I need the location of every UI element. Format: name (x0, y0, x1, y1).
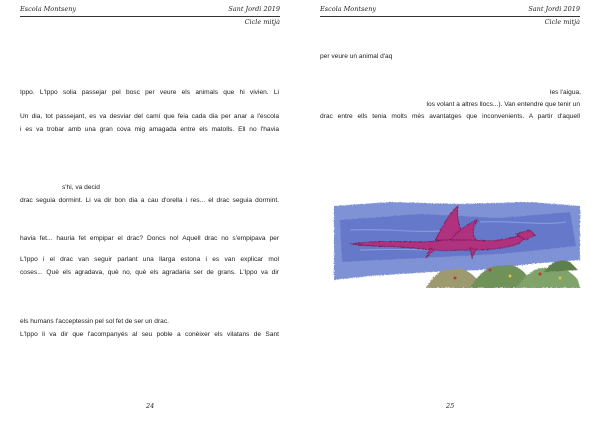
text-line: havia fet... hauria fet empipar el drac? Doncs no! Aquell drac no s'empipava per (20, 235, 279, 242)
page-number: 24 (146, 402, 155, 410)
text-line: els humans l'acceptessin pel sol fet de ser un drac. (20, 318, 169, 325)
header-school: Escola Montseny (320, 5, 377, 13)
header-cycle: Cicle mitjà (244, 18, 280, 26)
text-line: per veure un animal d'aq (320, 53, 393, 60)
page-number: 25 (446, 402, 455, 410)
text-line: les l'aigua, (550, 89, 581, 96)
text-line: Ippo. L'Ippo solia passejar pel bosc per veure els animals que hi vivien. Li (20, 89, 279, 96)
text-line: drac entre ells tenia molts més avantatges que inconvenients. A partir d'aquell (320, 113, 580, 120)
text-line: coses... Què els agradava, què no, què els agradaria ser de grans. L'Ippo va dir (20, 269, 279, 276)
header-event: Sant Jordi 2019 (228, 5, 280, 13)
text-line: L'Ippo i el drac van seguir parlant una llarga estona i es van explicar mol (20, 256, 279, 263)
text-line: i es va trobar amb una gran cova mig amagada entre els matolls. Ell no l'havia (20, 126, 279, 133)
text-line: drac seguia dormint. Li va dir bon dia a cau d'orella i res... el drac seguia dormint. (20, 197, 279, 204)
header-rule (20, 16, 280, 17)
text-line: s'hi, va decid (62, 184, 100, 191)
text-line: Un dia, tot passejant, es va desviar del camí que feia cada dia per anar a l'escola (20, 113, 279, 120)
header-event: Sant Jordi 2019 (528, 5, 580, 13)
header-cycle: Cicle mitjà (544, 18, 580, 26)
text-line: L'Ippo li va dir que l'acompanyés al seu poble a conèixer els vilatans de Sant (20, 331, 279, 338)
text-line: los volant a altres llocs...). Van entendre que tenir un (426, 101, 580, 108)
header-rule (320, 16, 580, 17)
header-school: Escola Montseny (20, 5, 77, 13)
dragon-illustration (330, 200, 582, 288)
